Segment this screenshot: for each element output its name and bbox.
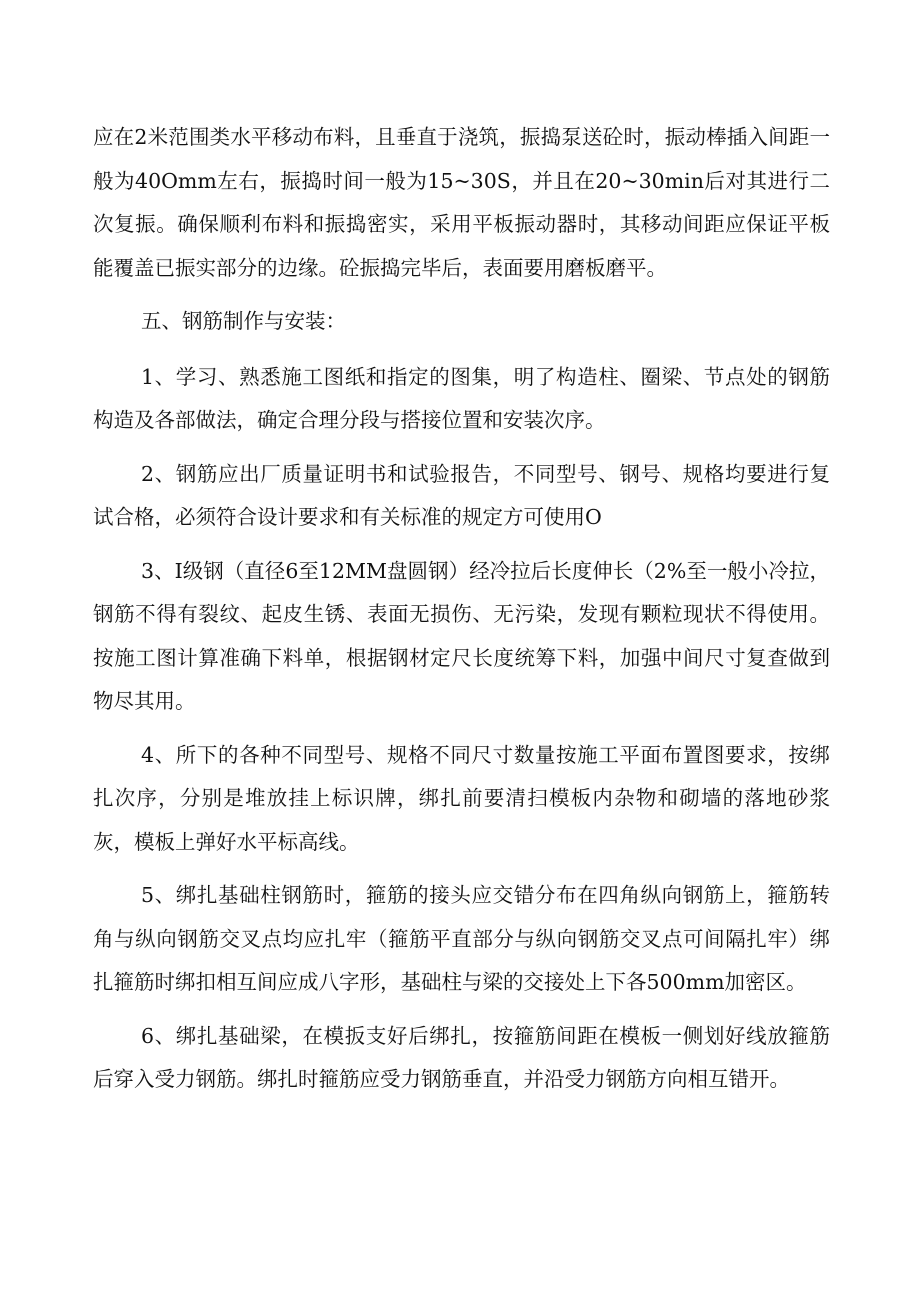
paragraph-concrete-vibration: 应在2米范围类水平移动布料，且垂直于浇筑，振捣泵送砼时，振动棒插入间距一般为40Omm左右，振捣时间一般为15~30S，并且在20~30min后对其进行二次复振。确保顺利布料和振捣密实，采用平板振动器时，其移动间距应保证平板能覆盖已振实部分的边缘。砼振捣完毕后，表面要用磨板磨平。 <box>93 125 830 280</box>
paragraph-item-2: 2、钢筋应出厂质量证明书和试验报告，不同型号、钢号、规格均要进行复试合格，必须符合设计要求和有关标准的规定方可使用O <box>93 461 830 529</box>
document-body <box>93 116 830 1112</box>
paragraph-item-1: 1、学习、熟悉施工图纸和指定的图集，明了构造柱、圈梁、节点处的钢筋构造及各部做法，确定合理分段与搭接位置和安装次序。 <box>93 364 830 432</box>
paragraph-item-5: 5、绑扎基础柱钢筋时，箍筋的接头应交错分布在四角纵向钢筋上，箍筋转角与纵向钢筋交叉点均应扎牢（箍筋平直部分与纵向钢筋交叉点可间隔扎牢）绑扎箍筋时绑扣相互间应成八字形，基础柱与梁的交接处上下各500mm加密区。 <box>93 883 830 994</box>
paragraph-item-6: 6、绑扎基础梁，在模扳支好后绑扎，按箍筋间距在模板一侧划好线放箍筋后穿入受力钢筋。绑扎时箍筋应受力钢筋垂直，并沿受力钢筋方向相互错开。 <box>93 1023 830 1091</box>
paragraph-item-4: 4、所下的各种不同型号、规格不同尺寸数量按施工平面布置图要求，按绑扎次序，分别是堆放挂上标识牌，绑扎前要清扫模板内杂物和砌墙的落地砂浆灰，模板上弹好水平标高线。 <box>93 742 830 854</box>
section-heading-rebar: 五、钢筋制作与安装： <box>141 309 346 333</box>
paragraph-item-3: 3、I级钢（直径6至12MM盘圆钢）经冷拉后长度伸长（2%至一般小冷拉，钢筋不得有裂纹、起皮生锈、表面无损伤、无污染，发现有颗粒现状不得使用。按施工图计算准确下料单，根据钢材定尺长度统筹下料，加强中间尺寸复查做到物尽其用。 <box>93 558 830 713</box>
